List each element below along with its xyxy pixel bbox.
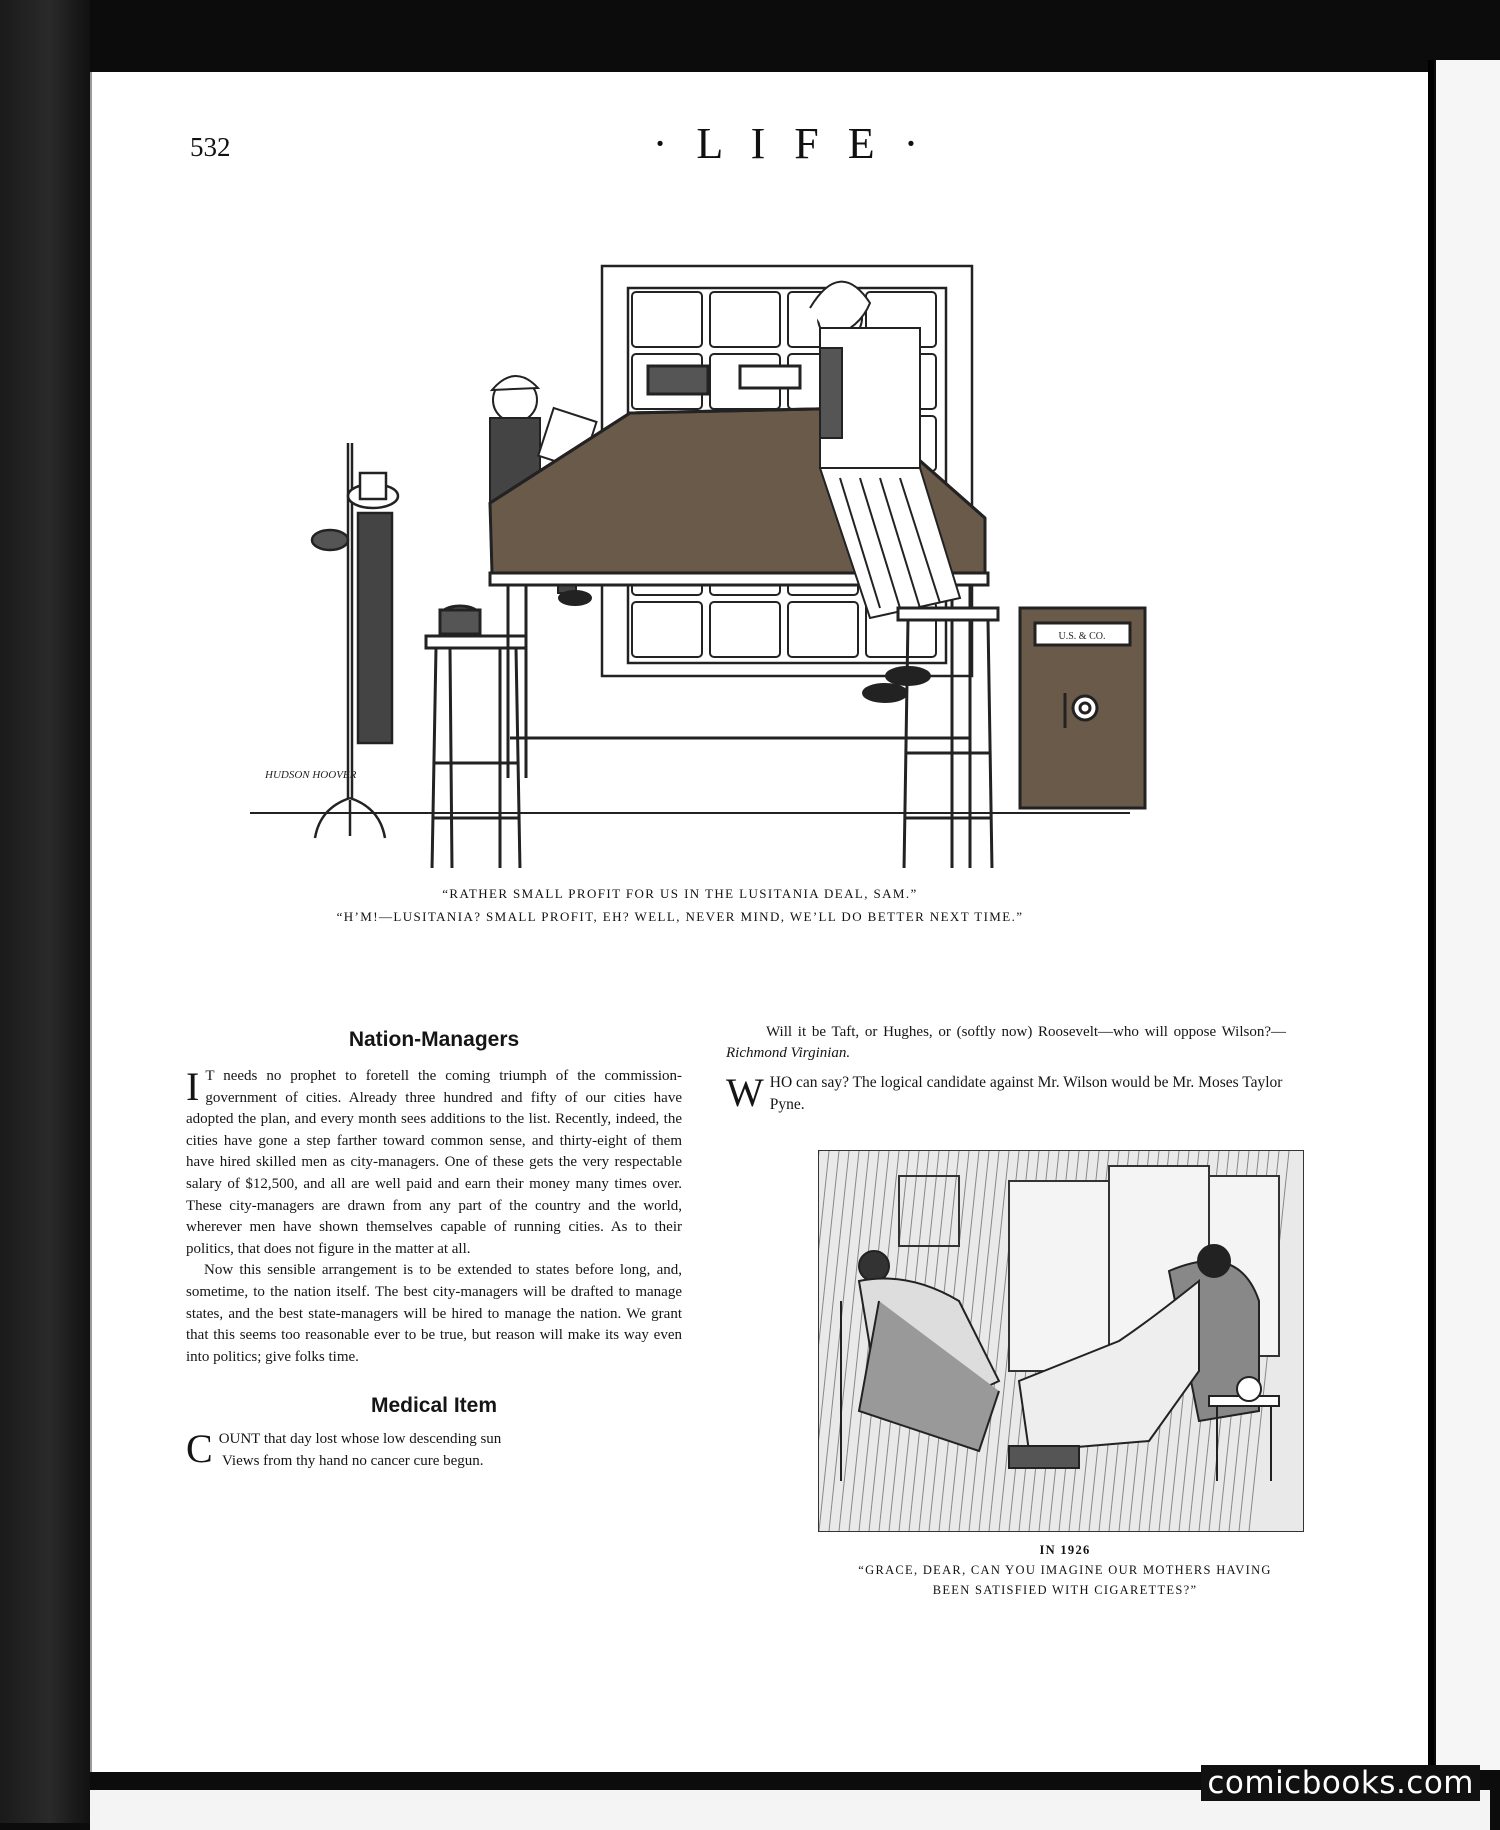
bottom-cartoon-caption <box>810 1540 1320 1600</box>
caption-title: IN 1926 <box>1039 1543 1091 1557</box>
caption-line: BEEN SATISFIED WITH CIGARETTES?” <box>932 1583 1198 1597</box>
article-title-nation-managers: Nation-Managers <box>348 1028 520 1051</box>
top-cartoon-illustration <box>170 178 1170 868</box>
left-column <box>186 1028 682 1472</box>
drop-cap: C <box>186 1426 213 1472</box>
top-cartoon-caption <box>300 882 1060 928</box>
drop-cap: W <box>726 1070 764 1115</box>
page-number: 532 <box>190 132 231 162</box>
quote-source: Richmond Virginian. <box>726 1045 851 1061</box>
quote-text: Will it be Taft, or Hughes, or (softly now) Roosevelt—who will oppose Wilson?— <box>766 1024 1286 1040</box>
window-pane <box>710 292 780 347</box>
article-paragraph: Now this sensible arrangement is to be extended to states before long, and, sometime, to the nation itself. The best city-managers will be drafted to manage states, and the best state-managers will be hired to manage the nation. We grant that this seems too reasonable ever to be true, but reason will make its way even into politics; give folks time. <box>186 1262 682 1365</box>
next-page-edge <box>1436 60 1500 1770</box>
masthead-title: · L I F E · <box>652 119 928 168</box>
article-paragraph <box>186 1066 682 1260</box>
article-title-medical-item: Medical Item <box>370 1394 498 1418</box>
safe-label: U.S. & CO. <box>1058 631 1106 642</box>
drop-cap: I <box>186 1064 200 1109</box>
window-pane <box>710 602 780 657</box>
right-column <box>726 1022 1286 1132</box>
window-pane <box>788 602 858 657</box>
answer-text: HO can say? The logical candidate against Mr. Wilson would be Mr. Moses Taylor Pyne. <box>769 1074 1283 1113</box>
bottom-cartoon-illustration <box>818 1150 1304 1532</box>
window-pane <box>632 292 702 347</box>
window-pane <box>632 602 702 657</box>
paragraph-text: T needs no prophet to foretell the coming triumph of the commission-government of cities. Already three hundred and fifty of our cities have adopted the plan, and every month sees additions to the list. Recently, indeed, the cities have gone a step farther toward common sense, and thirty-eight of them have hired skilled men as city-managers. One of these gets the very respectable salary of $12,500, and all are well paid and earn their money many times over. These city-managers are drawn from any part of the country and the world, wherever men have shown themselves capable of running cities. As to their politics, that does not figure in the matter at all. <box>186 1068 682 1257</box>
caption-line: “RATHER SMALL PROFIT FOR US IN THE LUSITANIA DEAL, SAM.” <box>442 886 918 901</box>
site-watermark: comicbooks.com <box>1201 1765 1480 1801</box>
scan-left-shadow <box>0 0 90 1823</box>
answer-paragraph <box>726 1072 1286 1116</box>
caption-line: “GRACE, DEAR, CAN YOU IMAGINE OUR MOTHERS HAVING <box>858 1563 1272 1577</box>
artist-signature: HUDSON HOOVER <box>265 769 357 781</box>
verse-line: OUNT that day lost whose low descending sun <box>218 1431 502 1448</box>
scan-gutter <box>1428 60 1434 1770</box>
quoted-item <box>726 1022 1286 1064</box>
verse-line: Views from thy hand no cancer cure begun. <box>222 1453 484 1470</box>
verse <box>186 1428 682 1472</box>
caption-line: “H’M!—LUSITANIA? SMALL PROFIT, EH? WELL, NEVER MIND, WE’LL DO BETTER NEXT TIME.” <box>336 909 1024 924</box>
